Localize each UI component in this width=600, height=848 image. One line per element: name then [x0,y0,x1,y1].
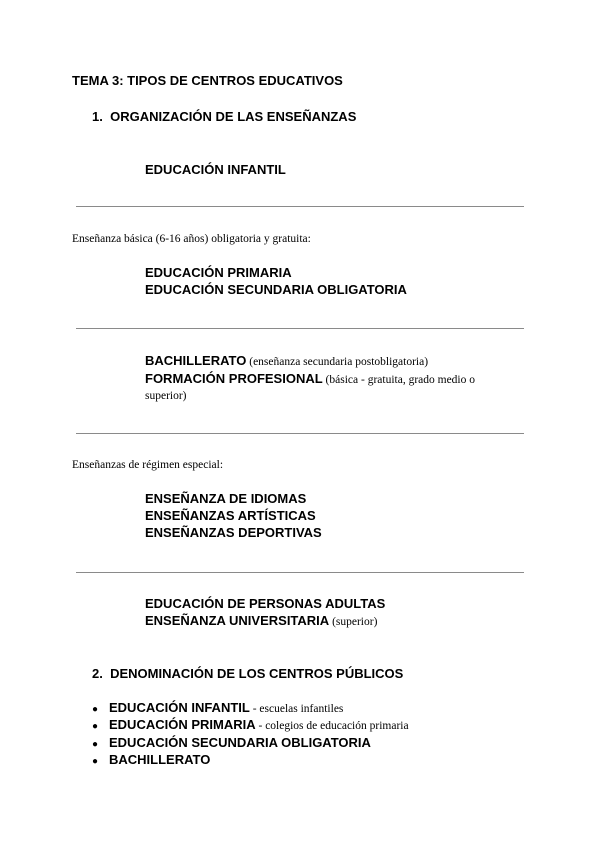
list-item-note: - colegios de educación primaria [255,720,409,732]
list-item-label: EDUCACIÓN INFANTIL [109,700,250,715]
bullet-icon: ● [92,721,99,732]
educacion-infantil-label: EDUCACIÓN INFANTIL [145,162,286,177]
fp-label: FORMACIÓN PROFESIONAL [145,371,323,386]
list-item-note: - escuelas infantiles [249,703,344,715]
fp-line [145,370,475,389]
fp-note: (básica - gratuita, grado medio o [322,374,475,386]
adultas-label: EDUCACIÓN DE PERSONAS ADULTAS [145,596,386,611]
primaria-label: EDUCACIÓN PRIMARIA [145,265,292,280]
eso-label: EDUCACIÓN SECUNDARIA OBLIGATORIA [145,282,407,297]
bullet-icon: ● [92,739,99,750]
basic-education-note: Enseñanza básica (6-16 años) obligatoria y gratuita: [72,233,311,245]
section-1-number: 1. [92,109,103,124]
special-regime-note: Enseñanzas de régimen especial: [72,459,224,471]
section-1-title: ORGANIZACIÓN DE LAS ENSEÑANZAS [110,109,357,124]
universitaria-label: ENSEÑANZA UNIVERSITARIA [145,613,330,628]
divider-3 [76,433,524,434]
artisticas-label: ENSEÑANZAS ARTÍSTICAS [145,508,316,523]
bachillerato-label: BACHILLERATO [145,353,247,368]
idiomas-label: ENSEÑANZA DE IDIOMAS [145,491,307,506]
bullet-icon: ● [92,704,99,715]
divider-2 [76,328,524,329]
list-item-label: EDUCACIÓN PRIMARIA [109,717,256,732]
deportivas-label: ENSEÑANZAS DEPORTIVAS [145,525,322,540]
bachillerato-line [145,352,428,371]
bachillerato-note: (enseñanza secundaria postobligatoria) [246,356,429,368]
universitaria-note: (superior) [329,616,378,628]
list-item-label: EDUCACIÓN SECUNDARIA OBLIGATORIA [109,735,371,750]
list-item [92,716,409,735]
section-2-heading [92,665,403,682]
page-title: TEMA 3: TIPOS DE CENTROS EDUCATIVOS [72,73,343,88]
universitaria-line [145,612,377,631]
section-2-title: DENOMINACIÓN DE LOS CENTROS PÚBLICOS [110,666,404,681]
section-1-heading [92,108,356,125]
list-item [92,751,210,770]
bullet-icon: ● [92,756,99,767]
fp-note-continued: superior) [145,390,187,402]
section-2-number: 2. [92,666,103,681]
divider-4 [76,572,524,573]
list-item-label: BACHILLERATO [109,752,211,767]
divider-1 [76,206,524,207]
